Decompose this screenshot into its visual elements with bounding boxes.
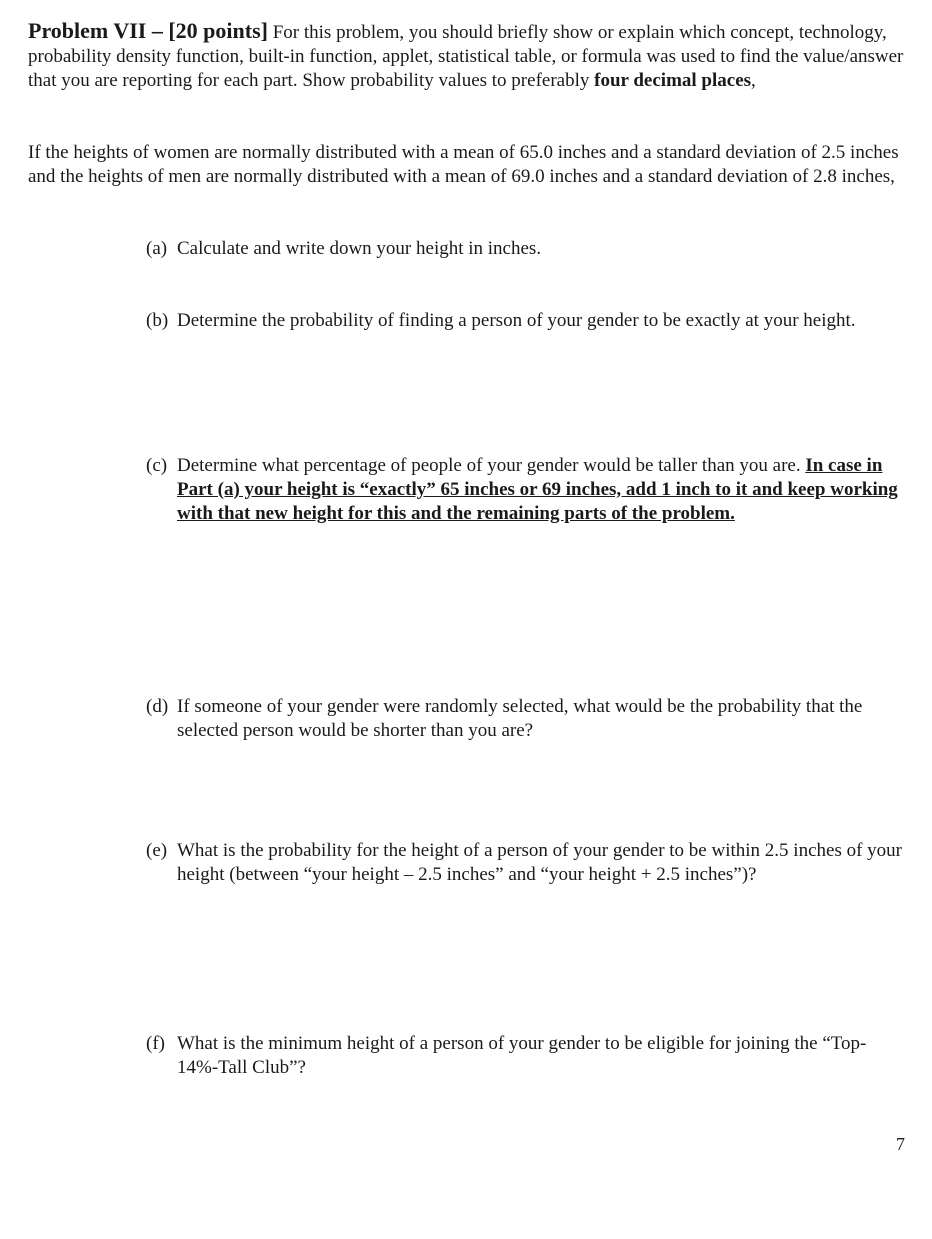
page-number: 7 <box>896 1134 905 1154</box>
part-label: (d) <box>146 696 169 717</box>
part-text: Calculate and write down your height in inches. <box>177 238 542 259</box>
part-e <box>146 839 906 887</box>
given-distributions: If the heights of women are normally distributed with a mean of 65.0 inches and a standard deviation of 2.5 inches and the heights of men are normally distributed with a mean of 69.0 inches and a standard deviation of 2.8 inches, <box>28 142 899 187</box>
part-label: (b) <box>146 310 169 331</box>
part-label: (f) <box>146 1033 165 1054</box>
part-c <box>146 454 906 526</box>
part-d <box>146 695 906 743</box>
part-a <box>146 237 906 261</box>
part-text: What is the probability for the height of a person of your gender to be within 2.5 inches of your height (between “your height – 2.5 inches” and “your height + 2.5 inches”)? <box>177 840 902 885</box>
problem-title: Problem VII – [20 points] <box>28 18 268 43</box>
problem-intro <box>28 19 908 93</box>
part-label: (c) <box>146 455 168 476</box>
part-text: If someone of your gender were randomly selected, what would be the probability that the selected person would be shorter than you are? <box>177 696 863 741</box>
part-text: Determine the probability of finding a person of your gender to be exactly at your height. <box>177 310 856 331</box>
part-f <box>146 1032 906 1080</box>
part-text <box>177 454 906 526</box>
instructions-end: , <box>751 70 756 91</box>
part-label: (a) <box>146 238 168 259</box>
problem-instructions: For this problem, you should briefly show or explain which concept, technology, probability density function, built-in function, applet, statistical table, or formula was used to find the value/answer that you are reporting for each part. Show probability values to preferably <box>28 22 904 91</box>
part-c-question: Determine what percentage of people of your gender would be taller than you are. <box>177 455 806 476</box>
part-label: (e) <box>146 840 168 861</box>
precision-emphasis: four decimal places <box>594 70 752 91</box>
part-b <box>146 309 906 333</box>
part-c-emphasis: In case in Part (a) your height is “exactly” 65 inches or 69 inches, add 1 inch to it and keep working with that new height for this and the remaining parts of the problem. <box>177 455 898 524</box>
part-text: What is the minimum height of a person of your gender to be eligible for joining the “Top-14%-Tall Club”? <box>177 1033 867 1078</box>
